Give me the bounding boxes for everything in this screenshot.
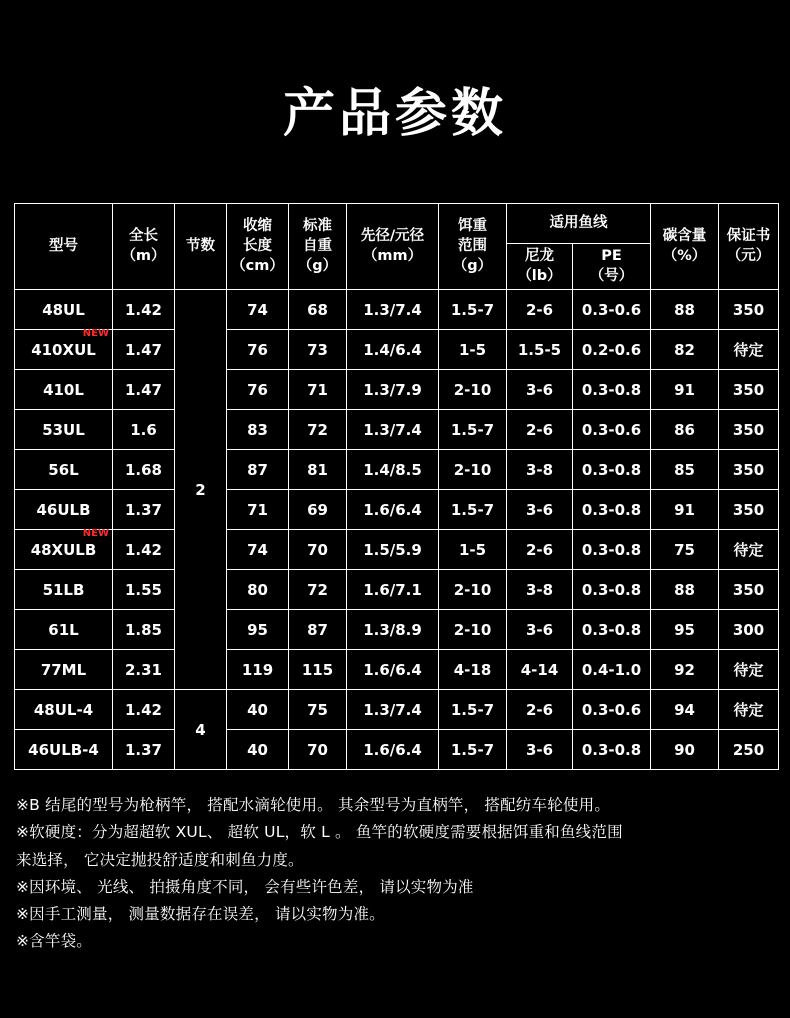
cell-nylon: 3-8	[507, 450, 573, 490]
cell-collapsed-length: 80	[227, 570, 289, 610]
table-row	[15, 610, 779, 650]
table-header-row-main	[15, 204, 779, 244]
cell-pe: 0.3-0.8	[573, 490, 651, 530]
table-row	[15, 450, 779, 490]
cell-carbon: 85	[651, 450, 719, 490]
cell-model: 48UL-4	[15, 690, 113, 730]
cell-tip-butt-diameter: 1.3/7.4	[347, 290, 439, 330]
cell-lure-weight: 1.5-7	[439, 690, 507, 730]
table-row	[15, 330, 779, 370]
cell-lure-weight: 1-5	[439, 530, 507, 570]
cell-total-length: 1.42	[113, 530, 175, 570]
cell-standard-weight: 68	[289, 290, 347, 330]
note-line: ※因环境、 光线、 拍摄角度不同， 会有些许色差， 请以实物为准	[16, 877, 474, 896]
cell-lure-weight: 4-18	[439, 650, 507, 690]
cell-standard-weight: 72	[289, 570, 347, 610]
header-nylon: 尼龙 （lb）	[507, 244, 573, 290]
cell-model: 77ML	[15, 650, 113, 690]
cell-nylon: 2-6	[507, 530, 573, 570]
cell-warranty: 350	[719, 290, 779, 330]
cell-warranty: 待定	[719, 650, 779, 690]
cell-nylon: 3-6	[507, 730, 573, 770]
cell-total-length: 2.31	[113, 650, 175, 690]
cell-collapsed-length: 83	[227, 410, 289, 450]
cell-tip-butt-diameter: 1.6/6.4	[347, 490, 439, 530]
cell-tip-butt-diameter: 1.4/6.4	[347, 330, 439, 370]
cell-pe: 0.3-0.8	[573, 610, 651, 650]
header-line-group: 适用鱼线	[507, 204, 651, 244]
spec-table-container	[14, 203, 776, 770]
notes-section	[16, 792, 774, 955]
cell-nylon: 1.5-5	[507, 330, 573, 370]
cell-total-length: 1.37	[113, 490, 175, 530]
cell-standard-weight: 70	[289, 730, 347, 770]
cell-total-length: 1.42	[113, 290, 175, 330]
cell-carbon: 94	[651, 690, 719, 730]
cell-lure-weight: 2-10	[439, 450, 507, 490]
cell-tip-butt-diameter: 1.4/8.5	[347, 450, 439, 490]
cell-standard-weight: 69	[289, 490, 347, 530]
table-row	[15, 290, 779, 330]
cell-standard-weight: 81	[289, 450, 347, 490]
product-spec-table	[14, 203, 779, 770]
table-row	[15, 570, 779, 610]
note-line: ※因手工测量， 测量数据存在误差， 请以实物为准。	[16, 904, 385, 923]
cell-standard-weight: 115	[289, 650, 347, 690]
header-warranty: 保证书 （元）	[719, 204, 779, 290]
cell-pe: 0.3-0.8	[573, 370, 651, 410]
cell-collapsed-length: 95	[227, 610, 289, 650]
cell-carbon: 88	[651, 570, 719, 610]
cell-tip-butt-diameter: 1.6/6.4	[347, 730, 439, 770]
cell-warranty: 待定	[719, 330, 779, 370]
cell-model: 410XUL NEW	[15, 330, 113, 370]
cell-total-length: 1.68	[113, 450, 175, 490]
new-badge: NEW	[82, 528, 109, 540]
table-row	[15, 690, 779, 730]
cell-nylon: 3-6	[507, 610, 573, 650]
table-row	[15, 530, 779, 570]
cell-carbon: 82	[651, 330, 719, 370]
cell-pe: 0.3-0.6	[573, 290, 651, 330]
cell-standard-weight: 87	[289, 610, 347, 650]
cell-carbon: 92	[651, 650, 719, 690]
header-carbon: 碳含量 （%）	[651, 204, 719, 290]
header-standard-weight: 标准 自重 （g）	[289, 204, 347, 290]
page-title: 产品参数	[282, 84, 507, 144]
cell-warranty: 350	[719, 450, 779, 490]
cell-carbon: 91	[651, 490, 719, 530]
cell-pe: 0.3-0.8	[573, 450, 651, 490]
cell-collapsed-length: 71	[227, 490, 289, 530]
header-lure-weight: 饵重 范围 （g）	[439, 204, 507, 290]
header-collapsed-length: 收缩 长度 （cm）	[227, 204, 289, 290]
cell-total-length: 1.47	[113, 330, 175, 370]
cell-model: 46ULB	[15, 490, 113, 530]
cell-warranty: 350	[719, 490, 779, 530]
cell-total-length: 1.55	[113, 570, 175, 610]
cell-standard-weight: 73	[289, 330, 347, 370]
cell-model: 51LB	[15, 570, 113, 610]
cell-warranty: 350	[719, 370, 779, 410]
cell-warranty: 350	[719, 410, 779, 450]
table-row	[15, 730, 779, 770]
cell-model: 410L	[15, 370, 113, 410]
cell-lure-weight: 1.5-7	[439, 290, 507, 330]
new-badge: NEW	[82, 328, 109, 340]
cell-sections: 2	[175, 290, 227, 690]
cell-model: 56L	[15, 450, 113, 490]
cell-nylon: 3-8	[507, 570, 573, 610]
cell-sections: 4	[175, 690, 227, 770]
cell-tip-butt-diameter: 1.6/6.4	[347, 650, 439, 690]
cell-warranty: 待定	[719, 690, 779, 730]
cell-model: 46ULB-4	[15, 730, 113, 770]
cell-pe: 0.3-0.8	[573, 530, 651, 570]
cell-model: 48XULB NEW	[15, 530, 113, 570]
cell-tip-butt-diameter: 1.5/5.9	[347, 530, 439, 570]
cell-total-length: 1.6	[113, 410, 175, 450]
cell-standard-weight: 75	[289, 690, 347, 730]
cell-standard-weight: 70	[289, 530, 347, 570]
cell-pe: 0.4-1.0	[573, 650, 651, 690]
cell-collapsed-length: 40	[227, 730, 289, 770]
note-line: 来选择， 它决定抛投舒适度和刺鱼力度。	[16, 850, 304, 869]
cell-tip-butt-diameter: 1.6/7.1	[347, 570, 439, 610]
cell-lure-weight: 1-5	[439, 330, 507, 370]
cell-pe: 0.3-0.8	[573, 570, 651, 610]
cell-lure-weight: 2-10	[439, 610, 507, 650]
cell-lure-weight: 1.5-7	[439, 730, 507, 770]
note-line: ※含竿袋。	[16, 931, 92, 950]
cell-nylon: 2-6	[507, 290, 573, 330]
cell-nylon: 3-6	[507, 370, 573, 410]
cell-carbon: 91	[651, 370, 719, 410]
table-header	[15, 204, 779, 290]
cell-carbon: 86	[651, 410, 719, 450]
cell-warranty: 300	[719, 610, 779, 650]
cell-carbon: 75	[651, 530, 719, 570]
cell-carbon: 95	[651, 610, 719, 650]
cell-warranty: 待定	[719, 530, 779, 570]
cell-collapsed-length: 76	[227, 330, 289, 370]
table-body	[15, 290, 779, 770]
cell-standard-weight: 72	[289, 410, 347, 450]
header-model: 型号	[15, 204, 113, 290]
cell-total-length: 1.37	[113, 730, 175, 770]
cell-total-length: 1.85	[113, 610, 175, 650]
cell-collapsed-length: 87	[227, 450, 289, 490]
cell-lure-weight: 1.5-7	[439, 490, 507, 530]
cell-tip-butt-diameter: 1.3/7.9	[347, 370, 439, 410]
cell-lure-weight: 2-10	[439, 370, 507, 410]
cell-collapsed-length: 74	[227, 530, 289, 570]
header-tip-butt-diameter: 先径/元径 （mm）	[347, 204, 439, 290]
cell-model: 48UL	[15, 290, 113, 330]
cell-warranty: 250	[719, 730, 779, 770]
header-pe: PE （号）	[573, 244, 651, 290]
cell-model: 61L	[15, 610, 113, 650]
cell-standard-weight: 71	[289, 370, 347, 410]
table-row	[15, 650, 779, 690]
cell-nylon: 2-6	[507, 690, 573, 730]
cell-model: 53UL	[15, 410, 113, 450]
cell-collapsed-length: 76	[227, 370, 289, 410]
note-line: ※B 结尾的型号为枪柄竿， 搭配水滴轮使用。 其余型号为直柄竿， 搭配纺车轮使用。	[16, 796, 611, 815]
cell-carbon: 88	[651, 290, 719, 330]
cell-nylon: 3-6	[507, 490, 573, 530]
cell-lure-weight: 1.5-7	[439, 410, 507, 450]
cell-nylon: 4-14	[507, 650, 573, 690]
cell-total-length: 1.47	[113, 370, 175, 410]
note-line: ※软硬度：分为超超软 XUL、 超软 UL，软 L 。 鱼竿的软硬度需要根据饵重和鱼线范围	[16, 823, 623, 842]
cell-tip-butt-diameter: 1.3/7.4	[347, 410, 439, 450]
table-row	[15, 370, 779, 410]
cell-lure-weight: 2-10	[439, 570, 507, 610]
cell-pe: 0.2-0.6	[573, 330, 651, 370]
cell-collapsed-length: 74	[227, 290, 289, 330]
cell-nylon: 2-6	[507, 410, 573, 450]
cell-warranty: 350	[719, 570, 779, 610]
cell-total-length: 1.42	[113, 690, 175, 730]
cell-pe: 0.3-0.6	[573, 410, 651, 450]
cell-tip-butt-diameter: 1.3/8.9	[347, 610, 439, 650]
cell-pe: 0.3-0.6	[573, 690, 651, 730]
cell-collapsed-length: 119	[227, 650, 289, 690]
cell-collapsed-length: 40	[227, 690, 289, 730]
header-sections: 节数	[175, 204, 227, 290]
table-row	[15, 410, 779, 450]
header-total-length: 全长 （m）	[113, 204, 175, 290]
cell-pe: 0.3-0.8	[573, 730, 651, 770]
cell-carbon: 90	[651, 730, 719, 770]
table-row	[15, 490, 779, 530]
cell-tip-butt-diameter: 1.3/7.4	[347, 690, 439, 730]
